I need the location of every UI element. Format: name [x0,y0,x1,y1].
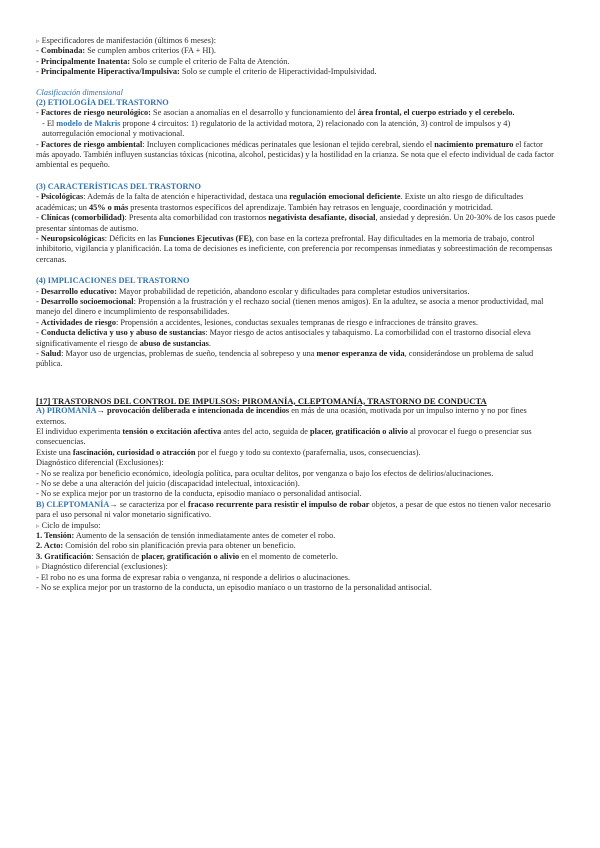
crime-item: - Conducta delictiva y uso y abuso de sustancias: Mayor riesgo de actos antisociales y tabaquismo. La comorbilidad con el trastorno disocial eleva significativamente el riesgo de abuso de sustancias. [36,328,531,348]
triangle-bullet-icon: ▹ [36,37,40,45]
neuropsy-bold: Funciones Ejecutivas (FE) [158,233,252,243]
section-17-title: [17] TRASTORNOS DEL CONTROL DE IMPULSOS: PIROMANÍA, CLEPTOMANÍA, TRASTORNO DE CONDUCTA [36,395,487,406]
kleptomania-text-b: objetos, a pesar de que estos no tienen valor necesario para el uso personal ni valor monetario significativo. [36,499,551,520]
pyromania-fascination [36,448,556,458]
kleptomania-intro [36,500,556,521]
health-bold: menor esperanza de vida [316,348,405,358]
pyromania-dd-title: Diagnóstico diferencial (Exclusiones): [36,458,164,468]
env-bold: nacimiento prematuro [434,139,514,149]
neuropsy-label: Neuropsicológicas [40,233,105,243]
psych-text-b: . Existe un alto riesgo de dificultades académicas; un [36,192,524,212]
makris-pre: - El [42,118,55,128]
makris-text: propone 4 circuitos: 1) regulatorio de la actividad motora, 2) relacionado con la atención, 3) control de impulsos y 4) autorregulación emocional y motivacional. [42,118,511,139]
makris-name: modelo de Makris [56,118,121,128]
etiology-heading: (2) ETIOLOGÍA DEL TRASTORNO [36,98,169,108]
edu-item: - Desarrollo educativo: Mayor probabilidad de repetición, abandono escolar y dificultades para completar estudios universitarios. [36,286,470,296]
socio-item: - Desarrollo socioemocional: Propensión a la frustración y el rechazo social (tienen menos amigos). En la adultez, se asocia a menor productividad, mal manejo del dinero e incumplimiento de responsabilidades. [36,296,544,317]
inattentive-label: Principalmente Inatenta: [40,56,131,66]
crime-bold: abuso de sustancias [139,338,209,348]
spec-line [36,36,556,46]
pyromania-text: en más de una ocasión, motivada por un impulso interno y no por fines externos. [36,406,527,426]
kleptomania-dd-text: Diagnóstico diferencial (exclusiones): [41,562,168,572]
hyper-text: Solo se cumple el criterio de Hiperactividad-Impulsividad. [181,67,377,77]
fascination-bold: fascinación, curiosidad o atracción [72,447,196,457]
pyromania-tension [36,427,556,448]
psych-text-c: presenta trastornos específicos del aprendizaje. También hay retrasos en lenguaje, coordinación y motricidad. [130,202,493,212]
kleptomania-text-a: se caracteriza por el [119,499,186,509]
impulse-cycle-text: Ciclo de impulso: [41,520,101,530]
psych-bold-2: 45% o más [89,202,129,212]
env-label: Factores de riesgo ambiental [40,139,143,149]
fascination-post: por el fuego y todo su contexto (parafernalia, usos, consecuencias). [197,447,421,457]
health-text-a: : Mayor uso de urgencias, problemas de sueño, tendencia al sobrepeso y una [61,348,315,358]
health-label: Salud [40,348,62,358]
crime-text-b: . [208,338,211,348]
pyromania-bold: provocación deliberada e intencionada de incendios [106,406,290,416]
crime-text-a: : Mayor riesgo de actos antisociales y tabaquismo. La comorbilidad con el trastorno disocial eleva significativamente el riesgo de [36,328,531,348]
health-text-b: , considerándose un problema de salud pública. [36,348,534,369]
step-3-label: 3. Gratificación [36,551,92,561]
tension-post: al provocar el fuego o presenciar sus consecuencias. [36,427,532,447]
triangle-bullet-icon: ▹ [36,521,40,530]
kleptomania-dd-title [36,562,556,572]
neuro-bold: área frontal, el cuerpo estriado y el cerebelo. [357,108,515,118]
combined-label: Combinada: [40,46,86,56]
env-risk: - Factores de riesgo ambiental: Incluyen complicaciones médicas perinatales que lesionan el tejido cerebral, siendo el nacimiento prematuro el factor más apoyado. También influyen sustancias tóxicas (nicotina, alcohol, pesticidas) y la hostilidad en la crianza. Se nota que el efecto individual de cada factor ambiental es pequeño. [36,139,554,170]
psych-label: Psicológicas [40,192,84,202]
crime-label: Conducta delictiva y uso y abuso de sustancias [40,328,206,338]
risk-item: - Actividades de riesgo: Propensión a accidentes, lesiones, conductas sexuales tempranas de riesgo e infracciones de tránsito graves. [36,317,478,327]
pyromania-intro [36,406,556,427]
edu-text: Mayor probabilidad de repetición, abandono escolar y dificultades para completar estudios universitarios. [119,286,470,296]
pyromania-exclusion-2: - No se debe a una alteración del juicio (discapacidad intelectual, intoxicación). [36,479,300,489]
env-text-b: el factor más apoyado. También influyen sustancias tóxicas (nicotina, alcohol, pesticidas) y la hostilidad en la crianza. Se nota que el efecto individual de cada factor ambiental es pequeño. [36,139,554,170]
tension-bold: tensión o excitación afectiva [122,427,222,436]
spec-text: Especificadores de manifestación (últimos 6 meses): [41,36,217,45]
step-2-text: Comisión del robo sin planificación previa para obtener un beneficio. [65,541,296,551]
risk-text: : Propensión a accidentes, lesiones, conductas sexuales tempranas de riesgo e infracciones de tránsito graves. [115,317,478,327]
step-1-text: Aumento de la sensación de tensión inmediatamente antes de cometer el robo. [75,531,336,541]
step-3-text-a: : Sensación de [91,551,140,561]
clin-item: - Clínicas (comorbilidad): Presenta alta comorbilidad con trastornos negativista desafiante, disocial, ansiedad y depresión. Un 20-30% de los casos puede presentar síntomas de autismo. [36,213,556,233]
cycle-step-3 [36,552,556,562]
pleasure-bold: placer, gratificación o alivio [310,427,408,436]
tension-mid: antes del acto, seguida de [223,427,308,436]
pyromania-label: A) PIROMANÍA [36,406,97,416]
psych-item: - Psicológicas: Además de la falta de atención e hiperactividad, destaca una regulación emocional deficiente. Existe un alto riesgo de dificultades académicas; un 45% o más presenta trastornos específicos del aprendizaje. También hay retrasos en lenguaje, coordinación y motricidad. [36,192,524,212]
clin-text-b: , ansiedad y depresión. Un 20-30% de los casos puede presentar síntomas de autismo. [36,213,556,233]
psych-text-a: : Además de la falta de atención e hiperactividad, destaca una [83,192,288,202]
pyromania-exclusion-1: - No se realiza por beneficio económico, ideología política, para ocultar delitos, por venganza o bajo los efectos de delirios/alucinaciones. [36,468,494,478]
step-2-label: 2. Acto: [36,541,64,551]
neuropsy-text-a: : Déficits en las [104,233,157,243]
inattentive-line: - Principalmente Inatenta: Solo se cumple el criterio de Falta de Atención. [36,56,290,66]
fascination-pre: Existe una [36,447,71,457]
step-3-text-b: en el momento de cometerlo. [241,551,338,561]
kleptomania-exclusion-1: - El robo no es una forma de expresar rabia o venganza, ni responde a delirios o alucinaciones. [36,572,351,582]
socio-label: Desarrollo socioemocional [40,296,134,306]
neuro-text: Se asocian a anomalías en el desarrollo y funcionamiento del [153,108,356,118]
tension-pre: El individuo experimenta [36,427,121,436]
clin-bold: negativista desafiante, disocial [268,213,376,223]
hyper-line: - Principalmente Hiperactiva/Impulsiva: Solo se cumple el criterio de Hiperactividad-Impulsividad. [36,67,377,77]
step-3-bold: placer, gratificación o alivio [141,551,240,561]
psych-bold-1: regulación emocional deficiente [289,192,401,202]
health-item: - Salud: Mayor uso de urgencias, problemas de sueño, tendencia al sobrepeso y una menor esperanza de vida, considerándose un problema de salud pública. [36,348,534,369]
hyper-label: Principalmente Hiperactiva/Impulsiva: [40,67,180,77]
characteristics-heading: (3) CARACTERÍSTICAS DEL TRASTORNO [36,181,201,191]
neuro-risk: - Factores de riesgo neurológico: Se asocian a anomalías en el desarrollo y funcionamiento del área frontal, el cuerpo estriado y el cerebelo. [36,108,515,118]
combined-text: Se cumplen ambos criterios (FA + HI). [87,46,216,56]
cycle-step-1 [36,531,556,541]
step-1-label: 1. Tensión: [36,531,75,541]
socio-text: : Propensión a la frustración y el rechazo social (tienen menos amigos). En la adultez, se asocia a menor productividad, mal manejo del dinero e incumplimiento de responsabilidades. [36,296,544,317]
combined-line: - Combinada: Se cumplen ambos criterios (FA + HI). [36,46,216,56]
neuro-label: Factores de riesgo neurológico: [40,108,151,118]
neuropsy-text-b: , con base en la corteza prefrontal. Hay dificultades en la memoria de trabajo, control inhibitorio, vigilancia y planificación. La toma de decisiones es ineficiente, con preferencia por recompensas inmediatas y sobreestimación de recompensas cercanas. [36,233,553,264]
implications-heading: (4) IMPLICACIONES DEL TRASTORNO [36,276,190,286]
pyromania-exclusion-3: - No se explica mejor por un trastorno de la conducta, episodio maníaco o personalidad antisocial. [36,489,362,499]
risk-label: Actividades de riesgo [40,317,116,327]
kleptomania-exclusion-2: - No se explica mejor por un trastorno de la conducta, un episodio maníaco o un trastorno de la personalidad antisocial. [36,583,432,593]
kleptomania-label: B) CLEPTOMANÍA [36,499,110,509]
edu-label: Desarrollo educativo: [40,286,117,296]
inattentive-text: Solo se cumple el criterio de Falta de Atención. [132,56,290,66]
arrow-right-icon: → [109,499,118,509]
kleptomania-bold: fracaso recurrente para resistir el impulso de robar [187,499,370,509]
triangle-bullet-icon: ▹ [36,563,40,572]
impulse-cycle-title [36,521,556,531]
cycle-step-2 [36,541,556,551]
env-text-a: : Incluyen complicaciones médicas perinatales que lesionan el tejido cerebral, siendo el [142,139,433,149]
arrow-right-icon: → [96,406,105,416]
neuropsy-item: - Neuropsicológicas: Déficits en las Funciones Ejecutivas (FE), con base en la corteza prefrontal. Hay dificultades en la memoria de trabajo, control inhibitorio, vigilancia y planificación. La toma de decisiones es ineficiente, con preferencia por recompensas inmediatas y sobreestimación de recompensas cercanas. [36,233,553,264]
clin-text-a: : Presenta alta comorbilidad con trastornos [124,213,267,223]
clin-label: Clínicas (comorbilidad) [40,213,125,223]
dimensional-heading: Clasificación dimensional [36,87,123,97]
makris-model [36,119,556,140]
